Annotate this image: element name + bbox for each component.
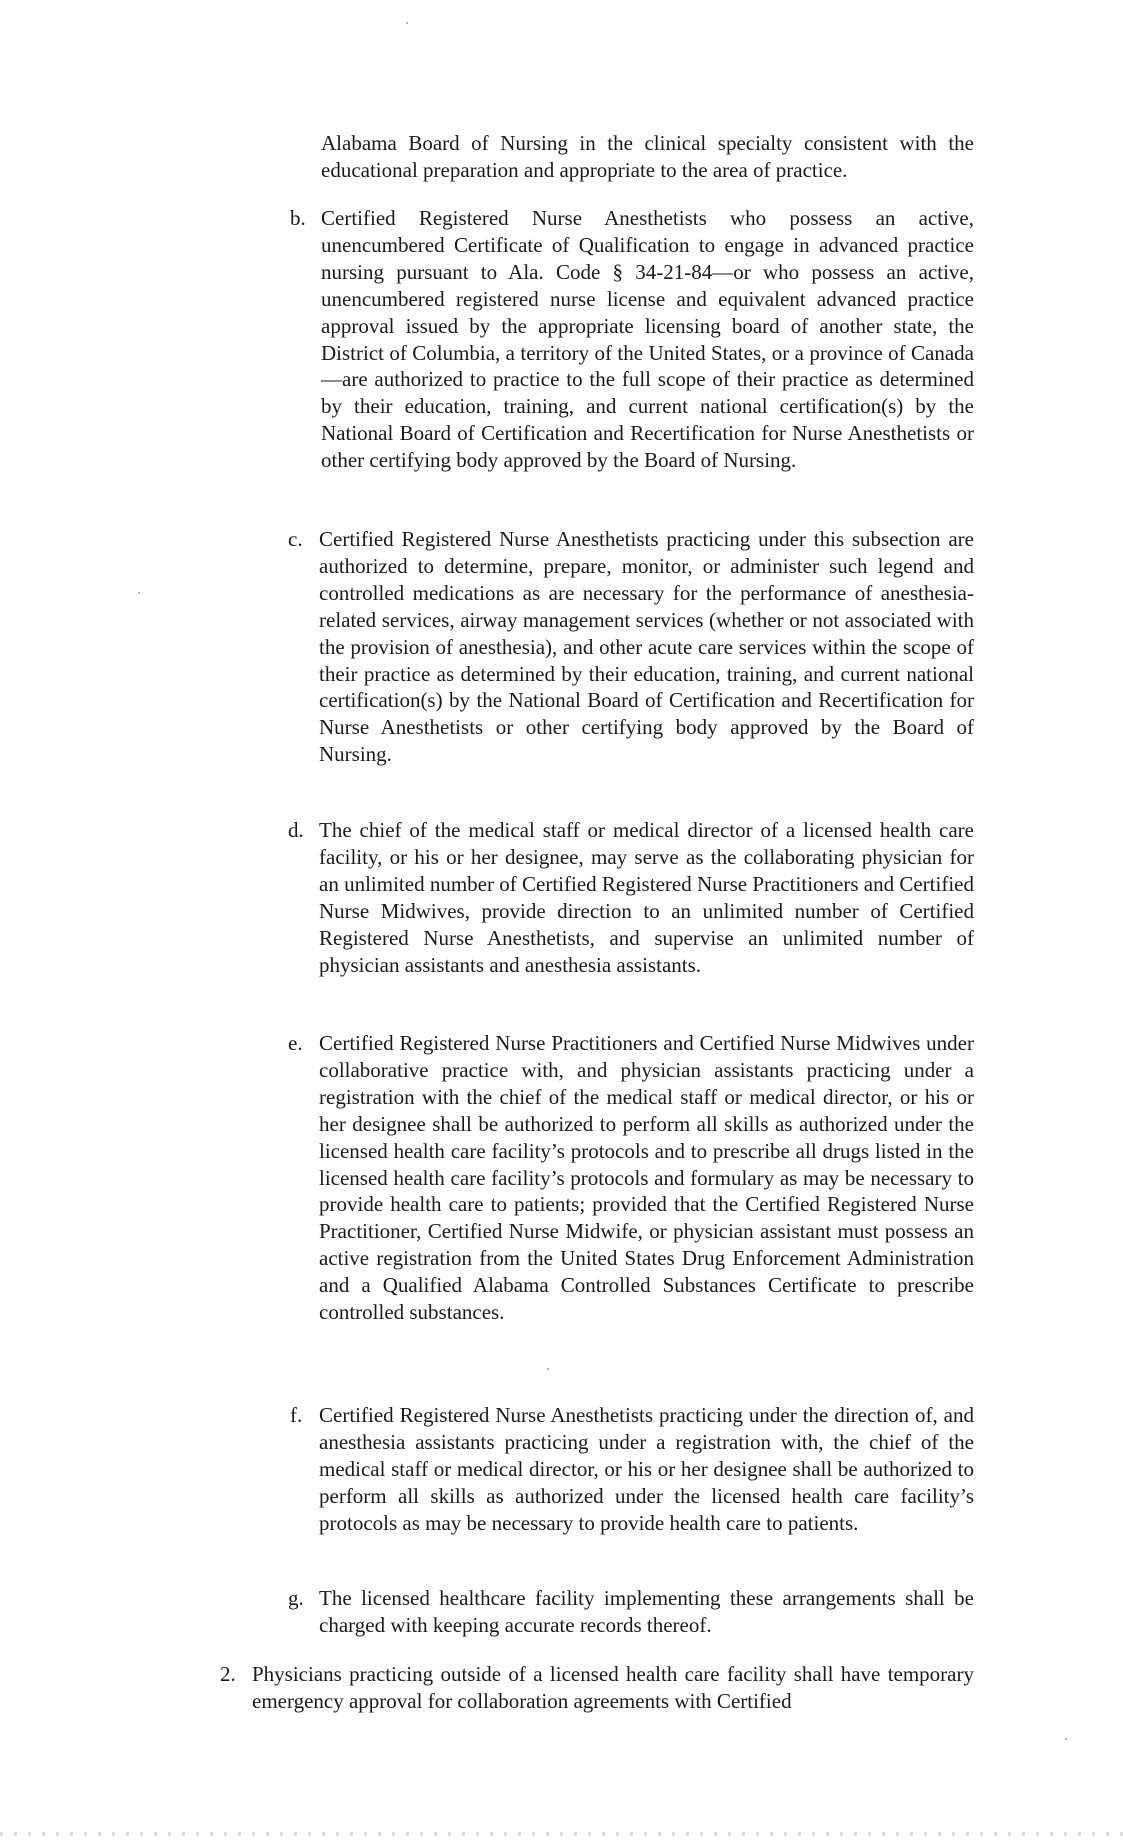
numbered-item-2-paragraph: Physicians practicing outside of a licensed health care facility shall have temporary emergency approval for collaboration agreements with Certified [252, 1662, 974, 1713]
item-f-paragraph: Certified Registered Nurse Anesthetists practicing under the direction of, and anesthesia assistants practicing under a registration with, the chief of the medical staff or medical director, or his or her designee shall be authorized to perform all skills as authorized under the licensed health care facility’s protocols as may be necessary to provide health care to patients. [319, 1403, 974, 1535]
scan-speck [1065, 1738, 1067, 1740]
continuation-paragraph: Alabama Board of Nursing in the clinical specialty consistent with the educational preparation and appropriate to the area of practice. [321, 131, 974, 182]
item-b-marker: b. [290, 206, 306, 230]
item-d-paragraph: The chief of the medical staff or medical director of a licensed health care facility, or his or her designee, may serve as the collaborating physician for an unlimited number of Certified Registered Nurse Practitioners and Certified Nurse Midwives, provide direction to an unlimited number of Certified Registered Nurse Anesthetists, and supervise an unlimited number of physician assistants and anesthesia assistants. [319, 818, 974, 977]
scan-speck [138, 592, 140, 594]
item-b-paragraph: Certified Registered Nurse Anesthetists who possess an active, unencumbered Certificate of Qualification to engage in advanced practice nursing pursuant to Ala. Code § 34-21-84—or who possess an active, unencumbered registered nurse license and equivalent advanced practice approval issued by the appropriate licensing board of another state, the District of Columbia, a territory of the United States, or a province of Canada—are authorized to practice to the full scope of their practice as determined by their education, training, and current national certification(s) by the National Board of Certification and Recertification for Nurse Anesthetists or other certifying body approved by the Board of Nursing. [321, 206, 974, 473]
scan-speck [406, 22, 408, 24]
numbered-item-2-marker: 2. [220, 1662, 236, 1686]
item-g-marker: g. [288, 1586, 304, 1610]
item-c-paragraph: Certified Registered Nurse Anesthetists practicing under this subsection are authorized to determine, prepare, monitor, or administer such legend and controlled medications as are necessary for the performance of anesthesia-related services, airway management services (whether or not associated with the provision of anesthesia), and other acute care services within the scope of their practice as determined by their education, training, and current national certification(s) by the National Board of Certification and Recertification for Nurse Anesthetists or other certifying body approved by the Board of Nursing. [319, 527, 974, 767]
scan-speck [547, 1368, 549, 1370]
item-g-paragraph: The licensed healthcare facility implementing these arrangements shall be charged with keeping accurate records thereof. [319, 1586, 974, 1637]
item-d-marker: d. [288, 818, 304, 842]
item-c-marker: c. [288, 527, 303, 551]
item-f-marker: f. [290, 1403, 303, 1427]
item-e-paragraph: Certified Registered Nurse Practitioners and Certified Nurse Midwives under collaborative practice with, and physician assistants practicing under a registration with the chief of the medical staff or medical director, or his or her designee shall be authorized to perform all skills as authorized under the licensed health care facility’s protocols and to prescribe all drugs listed in the licensed health care facility’s protocols and formulary as may be necessary to provide health care to patients; provided that the Certified Registered Nurse Practitioner, Certified Nurse Midwife, or physician assistant must possess an active registration from the United States Drug Enforcement Administration and a Qualified Alabama Controlled Substances Certificate to prescribe controlled substances. [319, 1031, 974, 1325]
item-e-marker: e. [288, 1031, 303, 1055]
scan-edge-artifact [0, 1832, 1123, 1836]
